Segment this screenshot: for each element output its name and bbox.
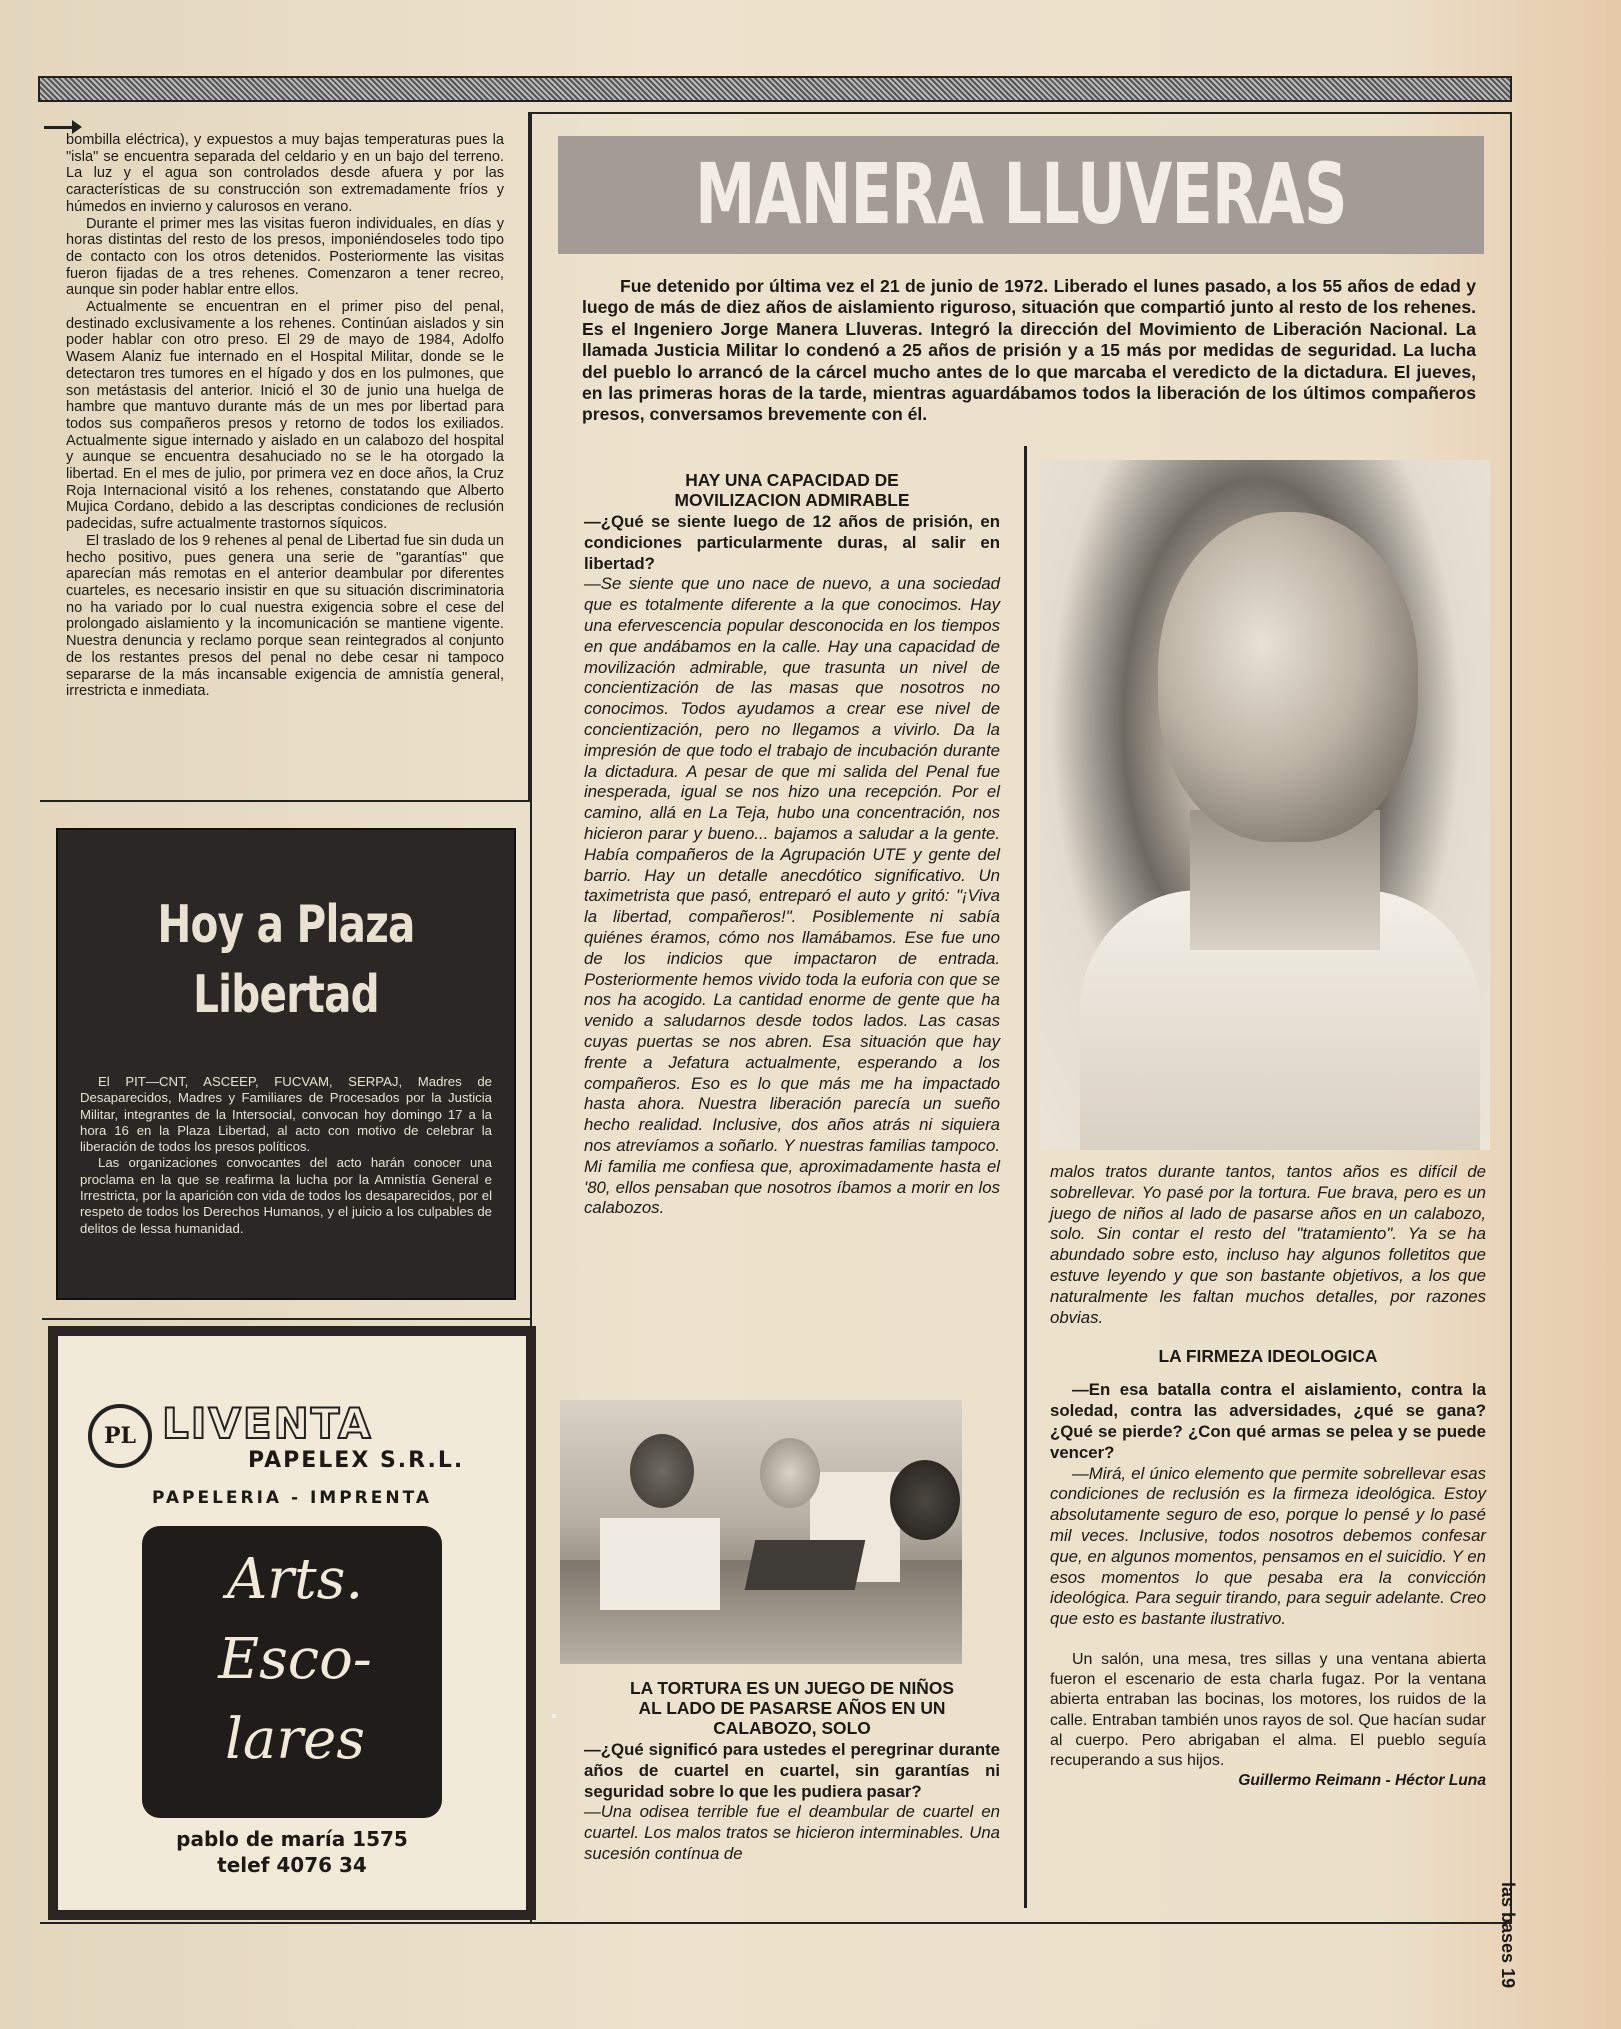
left-paragraph: Durante el primer mes las visitas fueron individuales, en días y horas distintas del resto de los presos, imponiéndoseles todo tipo de contacto con los otros detenidos. Posteriormente las visitas fueron fijadas de a tres rehenes. Comenzaron a tener recreo, aunque sin poder hablar entre ellos.: [66, 215, 504, 299]
section-heading: [584, 470, 1000, 510]
interview-answer: —Mirá, el único elemento que permite sobrellevar esas condiciones de reclusión es la firmeza ideológica. Estoy absolutamente seguro de eso, porque lo pensé y lo pasé mil veces. Inclusive, todos nosotros debemos confesar que, en algunos momentos, pensamos en el suicidio. Y en esos momentos lo que pesaba era la convicción ideológica. Para seguir tirando, para seguir adelante. Creo que esto es bastante ilustrativo.: [1050, 1463, 1486, 1629]
interview-photo: [560, 1400, 962, 1664]
closing-paragraph: Un salón, una mesa, tres sillas y una ventana abierta fueron el escenario de esta charla fugaz. Por la ventana abierta entraban las bocinas, los motores, los ruidos de la calle. Entraban también unos rayos de sol. Que hacían sudar al cuerpo. Pero abrigaban el alma. El pueblo seguía recuperando a sus hijos.: [1050, 1650, 1486, 1769]
section-heading: LA FIRMEZA IDEOLOGICA: [1158, 1346, 1378, 1367]
section-heading: [584, 1678, 1000, 1738]
ad-contact: [58, 1826, 526, 1878]
announcement-title: [108, 890, 464, 1030]
box-divider: [42, 1318, 530, 1320]
photo-person: [630, 1434, 694, 1508]
interview-column-left: [584, 470, 1000, 1219]
headline: MANERA LLUVERAS: [695, 145, 1347, 243]
photo-person: [890, 1460, 960, 1540]
announcement-paragraph: Las organizaciones convocantes del acto harán conocer una proclama en la que se reafirma la lucha por la Amnistía General e Irrestricta, por la aparición con vida de todos los desaparecidos, por el respeto de todos los Derechos Humanos, y el juicio a los culpables de delitos de lessa humanidad.: [80, 1155, 492, 1236]
heading-line: CALABOZO, SOLO: [713, 1718, 871, 1738]
column-rule: [1024, 446, 1027, 1908]
announcement-box: [56, 828, 516, 1300]
interview-column-left-bottom: [584, 1678, 1000, 1865]
brand-name: LIVENTA: [162, 1399, 373, 1448]
photo-papers: [600, 1518, 720, 1610]
heading-line: AL LADO DE PASARSE AÑOS EN UN: [638, 1698, 946, 1718]
byline: Guillermo Reimann - Héctor Luna: [1238, 1772, 1486, 1790]
photo-book: [745, 1540, 866, 1590]
ad-phone: telef 4076 34: [217, 1853, 367, 1877]
announcement-title-line: Hoy a Plaza: [157, 895, 415, 955]
heading-line: MOVILIZACION ADMIRABLE: [674, 490, 910, 510]
intro-paragraph: Fue detenido por última vez el 21 de junio de 1972. Liberado el lunes pasado, a los 55 años de edad y luego de más de diez años de aislamiento riguroso, situación que compartió junto al resto de los rehenes. Es el Ingeniero Jorge Manera Lluveras. Integró la dirección del Movimiento de Liberación Nacional. La llamada Justicia Militar lo condenó a 25 años de prisión y a 15 más por medidas de seguridad. La lucha del pueblo lo arrancó de la cárcel mucho antes de lo que marcaba el veredicto de la dictadura. El jueves, en las primeras horas de la tarde, mientras aguardábamos todos la liberación de los últimos compañeros presos, conversamos brevemente con él.: [582, 276, 1476, 425]
interview-question: —¿Qué se siente luego de 12 años de prisión, en condiciones particularmente duras, al salir en libertad?: [584, 512, 1000, 573]
left-paragraph: El traslado de los 9 rehenes al penal de Libertad fue sin duda un hecho positivo, pues genera una serie de "garantías" que aparecían más remotas en el anterior deambular por diferentes cuarteles, es necesario insistir en que su situación discriminatoria no ha variado por lo cual nuestra exigencia sobre el cese del prolongado aislamiento y la incomunicación se mantiene vigente. Nuestra denuncia y reclamo porque sean reintegrados al conjunto de los restantes presos del penal no debe cesar ni tampoco separarse de la más incansable exigencia de amnistía general, irrestricta e inmediata.: [66, 532, 504, 700]
ad-tagline: PAPELERIA - IMPRENTA: [151, 1488, 433, 1508]
interview-column-right: [1050, 1162, 1486, 1792]
page-folio: las bases 19: [1498, 1882, 1518, 1989]
liventa-advertisement: [48, 1326, 536, 1920]
left-paragraph: bombilla eléctrica), y expuestos a muy bajas temperaturas pues la "isla" se encuentra separada del celdario y en un bajo del terreno. La luz y el agua son controlados desde afuera y por las características de su construcción son extremadamente fríos y húmedos en invierno y calurosos en verano.: [66, 132, 504, 215]
left-article: [66, 132, 504, 700]
photo-head: [1158, 512, 1418, 842]
article-intro: [582, 276, 1476, 426]
headline-banner: [558, 136, 1484, 254]
script-line: Esco-: [218, 1627, 372, 1692]
top-rule-bar: [38, 76, 1512, 102]
interview-answer: —Se siente que uno nace de nuevo, a una sociedad que es totalmente diferente a la que conocimos. Hay una efervescencia popular desconocida en los tiempos en que andábamos en la calle. Hay una capacidad de movilización admirable, que trasunta un nivel de concientización de las masas que nosotros no conocimos. Todos ayudamos a crear ese nivel de concientización, pero no llegamos a vivirlo. Da la impresión de que todo el trabajo de incubación durante la dictadura. A pesar de que mi salida del Penal fue inesperada, igual se nos hizo una recepción. Por el camino, allá en La Teja, hubo una concentración, nos hicieron parar y bueno... bajamos a saludar a la gente. Había compañeros de la Agrupación UTE y gente del barrio. Hay un detalle anecdótico significativo. Un taximetrista que pasó, entreparó el auto y gritó: "¡Viva la libertad, compañeros!". Posiblemente ni sabía quiénes éramos, cómo nos llamábamos. Ese fue uno de los indicios que impactaron de entrada. Posteriormente hemos vivido toda la euforia con que se nos ha acogido. La cantidad enorme de gente que ha venido a saludarnos desde todos lados. Las casas cuyas puertas se nos abren. Esa situación que hay frente a Jefatura actualmente, esperando a los compañeros. Eso es lo que más me ha impactado hasta ahora. Nuestra liberación parecía un sueño hecho realidad. Inclusive, dos años atrás ni siquiera nos atrevíamos a soñarlo. Y nuestras familias tampoco. Mi familia me confiesa que, aproximadamente hasta el '80, ellos pensaban que nosotros íbamos a morir en los calabozos.: [584, 574, 1000, 1218]
announcement-title-line: Libertad: [193, 965, 379, 1025]
closing-text: [1050, 1650, 1486, 1771]
heading-line: LA TORTURA ES UN JUEGO DE NIÑOS: [629, 1678, 954, 1698]
company-name: PAPELEX S.R.L.: [248, 1448, 465, 1473]
speck: [552, 1714, 556, 1718]
script-line: lares: [225, 1707, 365, 1772]
announcement-text: [80, 1074, 492, 1237]
interview-question: —En esa batalla contra el aislamiento, contra la soledad, contra las adversidades, ¿qué se gana? ¿Qué se pierde? ¿Con qué armas se pelea y se puede vencer?: [1050, 1380, 1486, 1462]
pl-monogram-logo: PL: [88, 1404, 152, 1468]
left-paragraph: Actualmente se encuentran en el primer piso del penal, destinado exclusivamente a los rehenes. Continúan aislados y sin poder hablar con otro preso. El 29 de mayo de 1984, Adolfo Wasem Alaniz fue internado en el Hospital Militar, donde se le detectaron tres tumores en el hígado y dos en los pulmones, que son metástasis del anterior. Inició el 30 de junio una huelga de hambre que mantuvo durante más de un mes por libertad para todos sus compañeros presos y retorno de todos los exiliados. Actualmente sigue internado y aislado en un calabozo del hospital y aunque se encuentra desahuciado no se le ha otorgado la libertad. En el mes de julio, por primera vez en doce años, la Cruz Roja Internacional visitó a los rehenes, constatando que Alberto Mujica Cordano, debido a las descriptas condiciones de reclusión padecidas, sufre actualmente trastornos síquicos.: [66, 299, 504, 533]
liventa-logo: [88, 1399, 500, 1486]
interview-question: —¿Qué significó para ustedes el peregrinar durante años de cuartel en cuartel, sin garantías ni seguridad sobre lo que les pudiera pasar?: [584, 1740, 1000, 1801]
interview-answer: —Una odisea terrible fue el deambular de cuartel en cuartel. Los malos tratos se hicieron interminables. Una sucesión contínua de: [584, 1802, 1000, 1863]
portrait-photo: [1040, 460, 1490, 1150]
script-line: Arts.: [226, 1547, 364, 1612]
ad-script-text: [160, 1540, 430, 1780]
heading-line: HAY UNA CAPACIDAD DE: [685, 470, 899, 490]
ad-address: pablo de maría 1575: [176, 1827, 408, 1851]
ad-script-panel: [142, 1526, 442, 1818]
photo-person: [760, 1438, 820, 1508]
announcement-paragraph: El PIT—CNT, ASCEEP, FUCVAM, SERPAJ, Madres de Desaparecidos, Madres y Familiares de Procesados por la Justicia Militar, integrantes de la Intersocial, convocan hoy domingo 17 a la hora 16 en la Plaza Libertad, al acto con motivo de celebrar la liberación de todos los presos políticos.: [80, 1074, 492, 1155]
interview-answer-continued: malos tratos durante tantos, tantos años es difícil de sobrellevar. Yo pasé por la tortura. Fue brava, pero es un juego de niños al lado de pasarse años en un calabozo, solo. Sin contar el resto del "tratamiento". Ya se ha abundado sobre esto, incluso hay algunos folletitos que estuve leyendo y que son bastante objetivos, a los que naturalmente les faltan muchos detalles, por razones obvias.: [1050, 1162, 1486, 1327]
